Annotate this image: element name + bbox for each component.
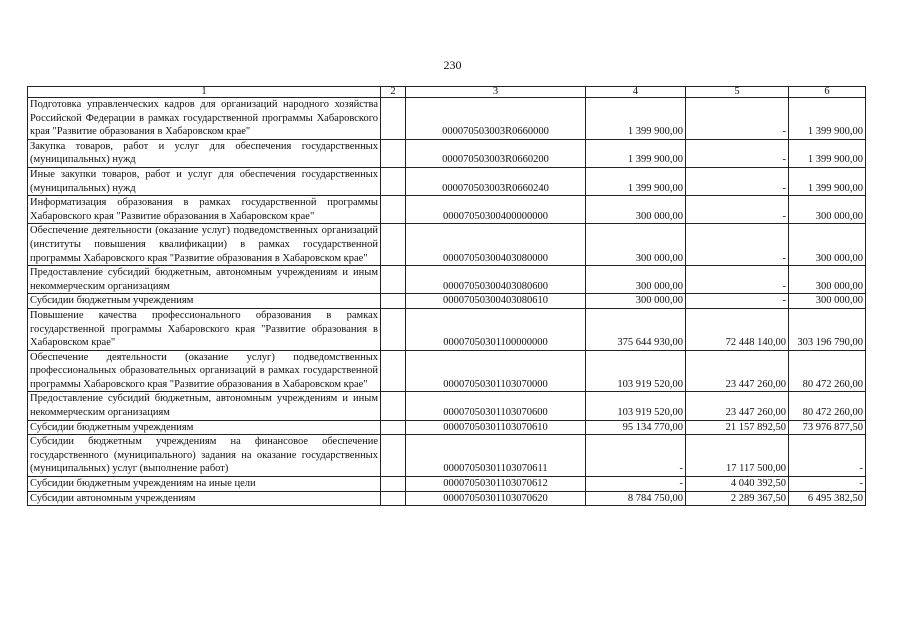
row-value-6: 1 399 900,00	[789, 98, 866, 140]
column-header-3: 3	[406, 87, 586, 98]
row-value-4: 95 134 770,00	[586, 420, 686, 435]
row-name: Субсидии автономным учреждениям	[28, 491, 381, 506]
table-row	[28, 167, 866, 195]
row-value-4: 300 000,00	[586, 224, 686, 266]
table-row	[28, 477, 866, 492]
row-value-4: 300 000,00	[586, 294, 686, 309]
row-value-6: 300 000,00	[789, 266, 866, 294]
row-value-6: 300 000,00	[789, 196, 866, 224]
row-col2	[381, 392, 406, 420]
row-value-5: 4 040 392,50	[686, 477, 789, 492]
row-value-5: 2 289 367,50	[686, 491, 789, 506]
row-name: Иные закупки товаров, работ и услуг для обеспечения государственных (муниципальных) нужд	[28, 167, 381, 195]
row-name: Субсидии бюджетным учреждениям на финансовое обеспечение государственного (муниципального) задания на оказание государственных (муниципальных) услуг (выполнение работ)	[28, 435, 381, 477]
table-row	[28, 420, 866, 435]
row-code: 00007050301103070611	[406, 435, 586, 477]
row-name: Субсидии бюджетным учреждениям	[28, 294, 381, 309]
row-col2	[381, 350, 406, 392]
row-value-4: 1 399 900,00	[586, 167, 686, 195]
row-value-4: -	[586, 477, 686, 492]
row-col2	[381, 477, 406, 492]
table-row	[28, 294, 866, 309]
row-col2	[381, 139, 406, 167]
table-row	[28, 308, 866, 350]
row-name: Подготовка управленческих кадров для организаций народного хозяйства Российской Федерации в рамках государственной программы Хабаровского края "Развитие образования в Хабаровском крае"	[28, 98, 381, 140]
row-value-4: 103 919 520,00	[586, 392, 686, 420]
row-code: 00007050301100000000	[406, 308, 586, 350]
row-code: 00007050301103070600	[406, 392, 586, 420]
row-value-4: 1 399 900,00	[586, 98, 686, 140]
table-row	[28, 196, 866, 224]
column-header-5: 5	[686, 87, 789, 98]
row-code: 00007050300403080000	[406, 224, 586, 266]
row-col2	[381, 491, 406, 506]
row-name: Субсидии бюджетным учреждениям на иные цели	[28, 477, 381, 492]
row-name: Обеспечение деятельности (оказание услуг) подведомственных профессиональных образовательных организаций в рамках государственной программы Хабаровского края "Развитие образования в Хабаровском крае"	[28, 350, 381, 392]
row-code: 000070503003R0660200	[406, 139, 586, 167]
row-value-6: 80 472 260,00	[789, 350, 866, 392]
row-col2	[381, 420, 406, 435]
row-value-4: 1 399 900,00	[586, 139, 686, 167]
row-code: 00007050300403080610	[406, 294, 586, 309]
row-value-4: 375 644 930,00	[586, 308, 686, 350]
table-row	[28, 392, 866, 420]
row-code: 00007050300403080600	[406, 266, 586, 294]
row-name: Предоставление субсидий бюджетным, автономным учреждениям и иным некоммерческим организациям	[28, 392, 381, 420]
row-col2	[381, 167, 406, 195]
row-code: 00007050300400000000	[406, 196, 586, 224]
row-code: 00007050301103070610	[406, 420, 586, 435]
row-value-5: -	[686, 266, 789, 294]
row-value-5: 72 448 140,00	[686, 308, 789, 350]
column-header-2: 2	[381, 87, 406, 98]
row-value-5: -	[686, 224, 789, 266]
row-col2	[381, 98, 406, 140]
row-value-6: 300 000,00	[789, 224, 866, 266]
row-col2	[381, 196, 406, 224]
row-name: Предоставление субсидий бюджетным, автономным учреждениям и иным некоммерческим организациям	[28, 266, 381, 294]
row-name: Обеспечение деятельности (оказание услуг) подведомственных организаций (институты повышения квалификации) в рамках государственной программы Хабаровского края "Развитие образования в Хабаровском крае"	[28, 224, 381, 266]
row-value-5: -	[686, 139, 789, 167]
row-name: Закупка товаров, работ и услуг для обеспечения государственных (муниципальных) нужд	[28, 139, 381, 167]
row-value-6: 1 399 900,00	[789, 167, 866, 195]
row-value-4: 8 784 750,00	[586, 491, 686, 506]
row-code: 00007050301103070000	[406, 350, 586, 392]
row-value-6: 303 196 790,00	[789, 308, 866, 350]
row-value-5: -	[686, 98, 789, 140]
row-col2	[381, 294, 406, 309]
row-col2	[381, 224, 406, 266]
column-header-1: 1	[28, 87, 381, 98]
row-value-6: -	[789, 435, 866, 477]
row-value-4: 103 919 520,00	[586, 350, 686, 392]
row-col2	[381, 308, 406, 350]
table-row	[28, 435, 866, 477]
row-col2	[381, 435, 406, 477]
row-value-5: 23 447 260,00	[686, 392, 789, 420]
row-code: 000070503003R0660240	[406, 167, 586, 195]
row-name: Повышение качества профессионального образования в рамках государственной программы Хабаровского края "Развитие образования в Хабаровском крае"	[28, 308, 381, 350]
row-value-5: 21 157 892,50	[686, 420, 789, 435]
row-value-5: -	[686, 294, 789, 309]
table-row	[28, 491, 866, 506]
row-name: Субсидии бюджетным учреждениям	[28, 420, 381, 435]
row-value-5: -	[686, 167, 789, 195]
row-value-4: -	[586, 435, 686, 477]
header-row	[28, 87, 866, 98]
table-row	[28, 224, 866, 266]
row-value-4: 300 000,00	[586, 196, 686, 224]
row-value-6: 300 000,00	[789, 294, 866, 309]
row-value-5: 23 447 260,00	[686, 350, 789, 392]
row-col2	[381, 266, 406, 294]
row-value-5: 17 117 500,00	[686, 435, 789, 477]
row-code: 00007050301103070620	[406, 491, 586, 506]
table-row	[28, 266, 866, 294]
row-value-6: 6 495 382,50	[789, 491, 866, 506]
row-value-6: 73 976 877,50	[789, 420, 866, 435]
page-number: 230	[443, 58, 462, 72]
table-row	[28, 139, 866, 167]
row-name: Информатизация образования в рамках государственной программы Хабаровского края "Развитие образования в Хабаровском крае"	[28, 196, 381, 224]
column-header-4: 4	[586, 87, 686, 98]
row-value-6: 1 399 900,00	[789, 139, 866, 167]
row-value-5: -	[686, 196, 789, 224]
column-header-6: 6	[789, 87, 866, 98]
row-code: 00007050301103070612	[406, 477, 586, 492]
row-code: 000070503003R0660000	[406, 98, 586, 140]
row-value-6: 80 472 260,00	[789, 392, 866, 420]
table-row	[28, 98, 866, 140]
row-value-4: 300 000,00	[586, 266, 686, 294]
budget-table	[27, 86, 866, 506]
row-value-6: -	[789, 477, 866, 492]
table-row	[28, 350, 866, 392]
